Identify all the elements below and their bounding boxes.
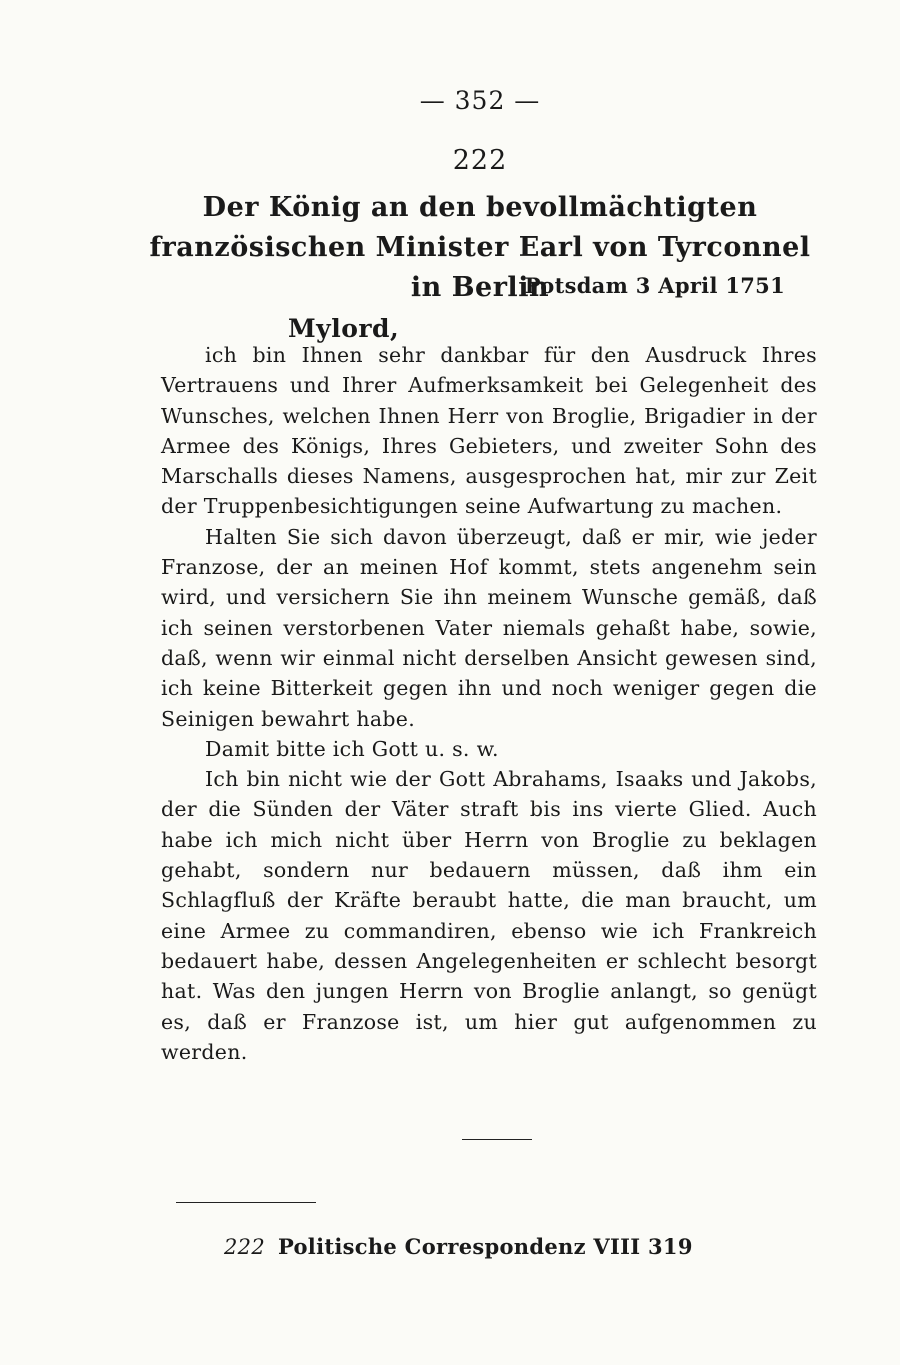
paragraph: Damit bitte ich Gott u. s. w. — [205, 736, 499, 761]
footnote — [224, 1234, 693, 1259]
paragraph: Ich bin nicht wie der Gott Abrahams, Isaaks und Jakobs, der die Sünden der Väter straft bis ins vierte Glied. Auch habe ich mich nicht über Herrn von Broglie zu beklagen gehabt, sondern nur bedauern müssen, daß ihm ein Schlagfluß der Kräfte beraubt hatte, die man braucht, um eine Armee zu commandiren, ebenso wie ich Frankreich bedauert habe, dessen Angelegenheiten er schlecht besorgt hat. Was den jungen Herrn von Broglie anlangt, so genügt es, daß er Franzose ist, um hier gut aufgenommen zu werden. — [161, 767, 817, 1064]
letter-body — [161, 340, 817, 1067]
footnote-ref: 222 — [224, 1235, 265, 1259]
footnote-source: Politische Correspondenz VIII 319 — [277, 1234, 693, 1259]
footnote-divider — [176, 1202, 316, 1203]
letter-title: Der König an den bevollmächtigten französischen Minister Earl von Tyrconnel in Berlin — [149, 192, 811, 303]
closing-divider — [462, 1139, 532, 1140]
date-line: Potsdam 3 April 1751 — [524, 273, 785, 298]
page-number: — 352 — — [419, 86, 541, 115]
letter-number: 222 — [452, 145, 508, 176]
salutation: Mylord, — [288, 314, 400, 343]
paragraph: ich bin Ihnen sehr dankbar für den Ausdruck Ihres Vertrauens und Ihrer Aufmerksamkeit bei Gelegenheit des Wunsches, welchen Ihnen Herr von Broglie, Brigadier in der Armee des Königs, Ihres Gebieters, und zweiter Sohn des Marschalls dieses Namens, ausgesprochen hat, mir zur Zeit der Truppenbesichtigungen seine Aufwartung zu machen. — [161, 343, 817, 519]
paragraph: Halten Sie sich davon überzeugt, daß er mir, wie jeder Franzose, der an meinen Hof kommt, stets angenehm sein wird, und versichern Sie ihn meinem Wunsche gemäß, daß ich seinen verstorbenen Vater niemals gehaßt habe, sowie, daß, wenn wir einmal nicht derselben Ansicht gewesen sind, ich keine Bitterkeit gegen ihn und noch weniger gegen die Seinigen bewahrt habe. — [161, 524, 817, 731]
